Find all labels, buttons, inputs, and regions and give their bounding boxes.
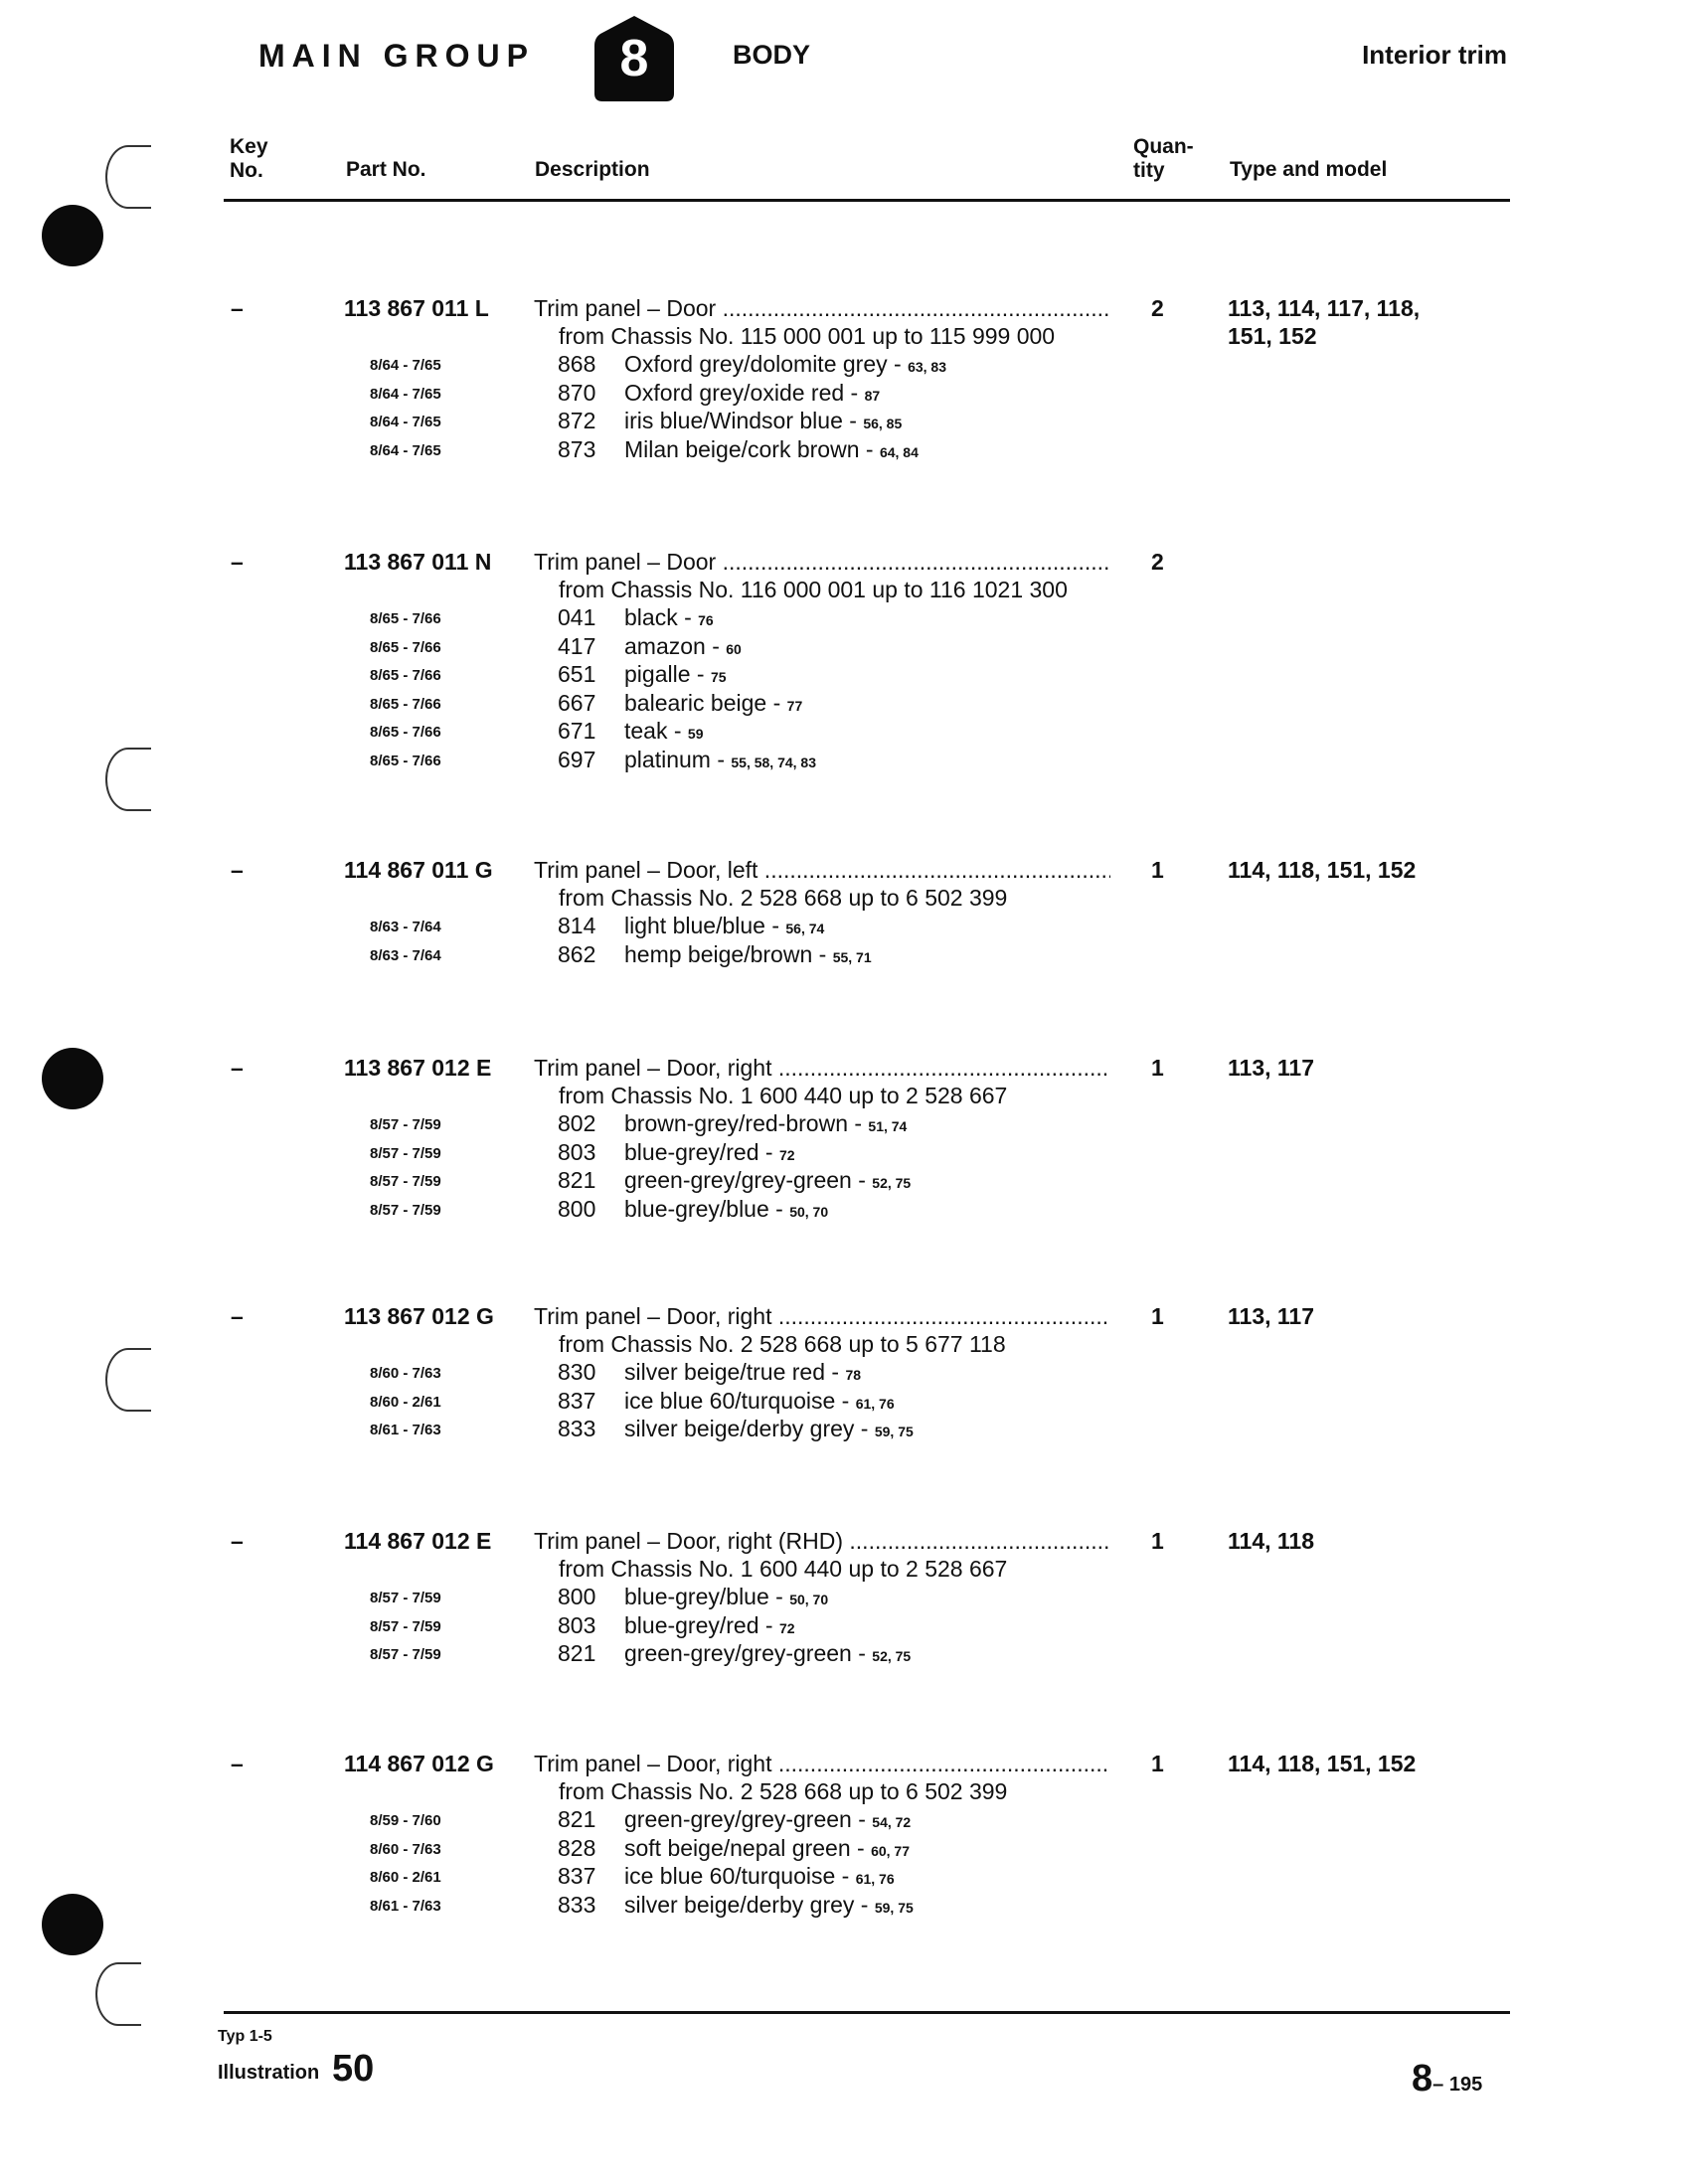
variant-code: 837 [558, 1863, 596, 1890]
variant-code: 872 [558, 408, 596, 434]
type-models [1228, 548, 1456, 576]
variant-code: 830 [558, 1359, 596, 1385]
ring-mark [105, 1348, 151, 1412]
variant-page-refs: 56, 85 [863, 416, 903, 432]
variant-page-refs: 52, 75 [872, 1648, 912, 1665]
variant-color [624, 717, 704, 745]
part-number: 113 867 012 G [344, 1303, 494, 1329]
variant-dates: 8/60 - 2/61 [370, 1869, 441, 1887]
variant-page-refs: 54, 72 [872, 1814, 912, 1830]
variant-color-name: light blue/blue - [624, 913, 779, 938]
group-number-badge [594, 14, 674, 103]
part-number: 114 867 012 E [344, 1528, 492, 1554]
column-quantity-header [1133, 135, 1194, 183]
variant-code: 873 [558, 435, 596, 462]
variant-dates: 8/64 - 7/65 [370, 357, 441, 374]
footer-divider [224, 2011, 1510, 2014]
variant-page-refs: 76 [698, 612, 714, 628]
variant-color-name: pigalle - [624, 661, 705, 688]
type-models: 113, 117 [1228, 1303, 1314, 1329]
variant-page-refs: 59, 75 [874, 1424, 914, 1440]
variant-color [624, 1834, 910, 1862]
key-number: – [231, 1303, 244, 1329]
key-number: – [231, 1055, 244, 1081]
quantity: 1 [1151, 1303, 1164, 1329]
variant-color-name: Oxford grey/oxide red - [624, 379, 859, 406]
variant-dates: 8/65 - 7/66 [370, 638, 441, 656]
page-number [1412, 2058, 1482, 2100]
variant-color [624, 1862, 895, 1890]
variant-page-refs: 55, 71 [832, 948, 872, 965]
variant-code: 800 [558, 1195, 596, 1222]
variant-page-refs: 61, 76 [855, 1871, 895, 1888]
variant-page-refs: 50, 70 [789, 1203, 829, 1220]
type-models: 113, 117 [1228, 1055, 1314, 1081]
variant-color-name: blue-grey/red - [624, 1611, 773, 1638]
part-description: Trim panel – Door, right ..... [534, 1054, 1110, 1082]
variant-color [624, 1611, 795, 1639]
variant-color [624, 660, 727, 688]
variant-color-name: Oxford grey/dolomite grey - [624, 351, 902, 377]
key-number: – [231, 549, 244, 575]
type-code: Typ 1-5 [218, 2028, 272, 2045]
part-description: Trim panel – Door, right ..... [534, 1750, 1110, 1777]
variant-dates: 8/65 - 7/66 [370, 695, 441, 713]
variant-color [624, 1166, 911, 1194]
variant-color [624, 1138, 795, 1166]
quantity: 2 [1151, 549, 1164, 575]
variant-color-name: platinum - [624, 747, 725, 772]
variant-dates: 8/63 - 7/64 [370, 946, 441, 964]
type-models: 114, 118, 151, 152 [1228, 857, 1417, 883]
variant-color-name: balearic beige - [624, 689, 781, 716]
variant-color-name: ice blue 60/turquoise - [624, 1387, 850, 1414]
part-description: Trim panel – Door ..... [534, 294, 1110, 322]
illustration-number: 50 [332, 2048, 375, 2090]
quantity: 1 [1151, 1528, 1164, 1554]
column-key-header [230, 135, 268, 183]
variant-dates: 8/61 - 7/63 [370, 1897, 441, 1915]
variant-color-name: teak - [624, 718, 682, 745]
type-models: 114, 118, 151, 152 [1228, 1751, 1417, 1776]
quantity: 1 [1151, 857, 1164, 883]
variant-code: 803 [558, 1138, 596, 1165]
variant-code: 833 [558, 1891, 596, 1918]
variant-color [624, 1891, 914, 1919]
variant-dates: 8/65 - 7/66 [370, 610, 441, 627]
column-part-header: Part No. [346, 158, 426, 181]
variant-color [624, 379, 880, 407]
variant-color [624, 1639, 911, 1667]
variant-code: 803 [558, 1611, 596, 1638]
punch-hole [42, 1048, 103, 1109]
ring-mark [105, 748, 151, 811]
variant-code: 041 [558, 604, 596, 630]
variant-code: 837 [558, 1387, 596, 1414]
variant-page-refs: 52, 75 [872, 1175, 912, 1192]
variant-color [624, 1583, 828, 1610]
variant-color [624, 407, 902, 434]
variant-color [624, 1387, 895, 1415]
group-number: 8 [619, 30, 649, 87]
variant-code: 417 [558, 632, 596, 659]
part-description: Trim panel – Door ..... [534, 548, 1110, 576]
variant-color-name: iris blue/Windsor blue - [624, 408, 857, 434]
column-type-header: Type and model [1230, 158, 1388, 181]
variant-color [624, 632, 742, 660]
variant-color-name: blue-grey/red - [624, 1138, 773, 1165]
variant-color-name: green-grey/grey-green - [624, 1640, 866, 1667]
chassis-range: from Chassis No. 1 600 440 up to 2 528 667 [559, 1083, 1008, 1108]
group-name: BODY [733, 40, 811, 70]
variant-color [624, 1195, 828, 1223]
column-quantity-line1: Quan- [1133, 135, 1194, 158]
variant-color-name: soft beige/nepal green - [624, 1834, 865, 1861]
chassis-range: from Chassis No. 2 528 668 up to 6 502 399 [559, 1778, 1008, 1804]
variant-page-refs: 60 [726, 640, 742, 657]
key-number: – [231, 857, 244, 883]
variant-page-refs: 63, 83 [908, 359, 946, 375]
part-number: 114 867 011 G [344, 857, 493, 883]
variant-color-name: brown-grey/red-brown - [624, 1110, 863, 1136]
variant-dates: 8/64 - 7/65 [370, 441, 441, 459]
variant-color-name: black - [624, 604, 692, 630]
chassis-range: from Chassis No. 116 000 001 up to 116 1021 300 [559, 577, 1068, 602]
variant-dates: 8/63 - 7/64 [370, 919, 441, 935]
key-number: – [231, 1751, 244, 1776]
variant-dates: 8/65 - 7/66 [370, 667, 441, 685]
variant-dates: 8/60 - 7/63 [370, 1365, 441, 1382]
variant-code: 870 [558, 379, 596, 406]
variant-color [624, 1109, 907, 1137]
variant-code: 821 [558, 1640, 596, 1667]
variant-page-refs: 72 [778, 1619, 795, 1636]
variant-code: 667 [558, 689, 596, 716]
variant-dates: 8/60 - 7/63 [370, 1840, 441, 1858]
variant-dates: 8/64 - 7/65 [370, 385, 441, 403]
illustration-label: Illustration [218, 2062, 320, 2084]
variant-dates: 8/61 - 7/63 [370, 1422, 441, 1439]
variant-code: 862 [558, 940, 596, 967]
type-models: 114, 118 [1228, 1528, 1314, 1554]
part-number: 114 867 012 G [344, 1751, 494, 1776]
section-title: Interior trim [1362, 40, 1507, 70]
key-number: – [231, 1528, 244, 1554]
variant-color [624, 689, 802, 717]
variant-page-refs: 59 [687, 726, 704, 743]
variant-color [624, 603, 714, 631]
variant-color-name: green-grey/grey-green - [624, 1806, 866, 1832]
variant-page-refs: 75 [710, 669, 727, 686]
variant-dates: 8/57 - 7/59 [370, 1617, 441, 1635]
variant-color [624, 435, 919, 463]
chassis-range: from Chassis No. 2 528 668 up to 6 502 399 [559, 885, 1008, 911]
variant-color-name: amazon - [624, 632, 720, 659]
type-models: 113, 114, 117, 118, 151, 152 [1228, 295, 1421, 349]
variant-dates: 8/64 - 7/65 [370, 414, 441, 431]
column-description-header: Description [535, 158, 650, 181]
variant-dates: 8/57 - 7/59 [370, 1116, 441, 1133]
page-major: 8 [1412, 2058, 1433, 2100]
variant-dates: 8/57 - 7/59 [370, 1173, 441, 1191]
variant-code: 828 [558, 1834, 596, 1861]
part-description: Trim panel – Door, right (RHD) ..... [534, 1527, 1110, 1555]
variant-color [624, 1358, 861, 1386]
variant-page-refs: 50, 70 [789, 1592, 829, 1607]
variant-color [624, 350, 946, 378]
variant-color [624, 912, 824, 939]
part-description: Trim panel – Door, left ..... [534, 856, 1110, 884]
variant-color-name: blue-grey/blue - [624, 1195, 783, 1222]
punch-hole [42, 1894, 103, 1955]
variant-dates: 8/57 - 7/59 [370, 1144, 441, 1162]
chassis-range: from Chassis No. 115 000 001 up to 115 999 000 [559, 323, 1056, 349]
variant-page-refs: 60, 77 [871, 1842, 910, 1859]
variant-code: 814 [558, 913, 596, 938]
variant-page-refs: 78 [845, 1367, 862, 1383]
variant-page-refs: 77 [786, 697, 803, 714]
column-key-line1: Key [230, 135, 268, 158]
variant-color [624, 1805, 911, 1833]
variant-dates: 8/65 - 7/66 [370, 724, 441, 742]
variant-color-name: blue-grey/blue - [624, 1584, 783, 1609]
part-number: 113 867 012 E [344, 1055, 492, 1081]
variant-color [624, 746, 816, 773]
variant-color-name: silver beige/derby grey - [624, 1891, 869, 1918]
variant-code: 833 [558, 1416, 596, 1442]
variant-page-refs: 51, 74 [868, 1118, 908, 1134]
ring-mark [105, 145, 151, 209]
variant-code: 821 [558, 1167, 596, 1194]
variant-dates: 8/60 - 2/61 [370, 1393, 441, 1411]
variant-color [624, 1415, 914, 1442]
column-key-line2: No. [230, 159, 263, 182]
part-description: Trim panel – Door, right ..... [534, 1302, 1110, 1330]
page-minor: – 195 [1432, 2074, 1483, 2096]
variant-color-name: silver beige/derby grey - [624, 1416, 869, 1442]
key-number: – [231, 295, 244, 321]
variant-page-refs: 64, 84 [879, 443, 919, 460]
chassis-range: from Chassis No. 2 528 668 up to 5 677 118 [559, 1331, 1006, 1357]
variant-code: 651 [558, 661, 596, 688]
part-number: 113 867 011 N [344, 549, 492, 575]
variant-dates: 8/59 - 7/60 [370, 1812, 441, 1829]
variant-color-name: Milan beige/cork brown - [624, 435, 874, 462]
variant-page-refs: 87 [864, 387, 881, 404]
variant-page-refs: 56, 74 [785, 921, 825, 936]
chassis-range: from Chassis No. 1 600 440 up to 2 528 667 [559, 1556, 1008, 1582]
header-divider [224, 199, 1510, 202]
part-number: 113 867 011 L [344, 295, 489, 321]
variant-color [624, 940, 872, 968]
variant-page-refs: 55, 58, 74, 83 [731, 755, 817, 770]
variant-dates: 8/65 - 7/66 [370, 753, 441, 769]
quantity: 1 [1151, 1751, 1164, 1776]
variant-code: 868 [558, 351, 596, 377]
variant-code: 671 [558, 718, 596, 745]
variant-dates: 8/57 - 7/59 [370, 1646, 441, 1664]
variant-page-refs: 61, 76 [855, 1395, 895, 1412]
variant-code: 697 [558, 747, 596, 772]
variant-page-refs: 59, 75 [874, 1899, 914, 1916]
variant-code: 800 [558, 1584, 596, 1609]
variant-dates: 8/57 - 7/59 [370, 1590, 441, 1606]
ring-mark [95, 1962, 141, 2026]
variant-code: 802 [558, 1110, 596, 1136]
variant-color-name: green-grey/grey-green - [624, 1167, 866, 1194]
variant-dates: 8/57 - 7/59 [370, 1201, 441, 1219]
variant-page-refs: 72 [778, 1146, 795, 1163]
variant-color-name: ice blue 60/turquoise - [624, 1863, 850, 1890]
main-group-label: MAIN GROUP [258, 38, 535, 74]
variant-color-name: hemp beige/brown - [624, 940, 827, 967]
column-quantity-line2: tity [1133, 159, 1165, 182]
variant-color-name: silver beige/true red - [624, 1359, 840, 1385]
variant-code: 821 [558, 1806, 596, 1832]
quantity: 2 [1151, 295, 1164, 321]
punch-hole [42, 205, 103, 266]
quantity: 1 [1151, 1055, 1164, 1081]
